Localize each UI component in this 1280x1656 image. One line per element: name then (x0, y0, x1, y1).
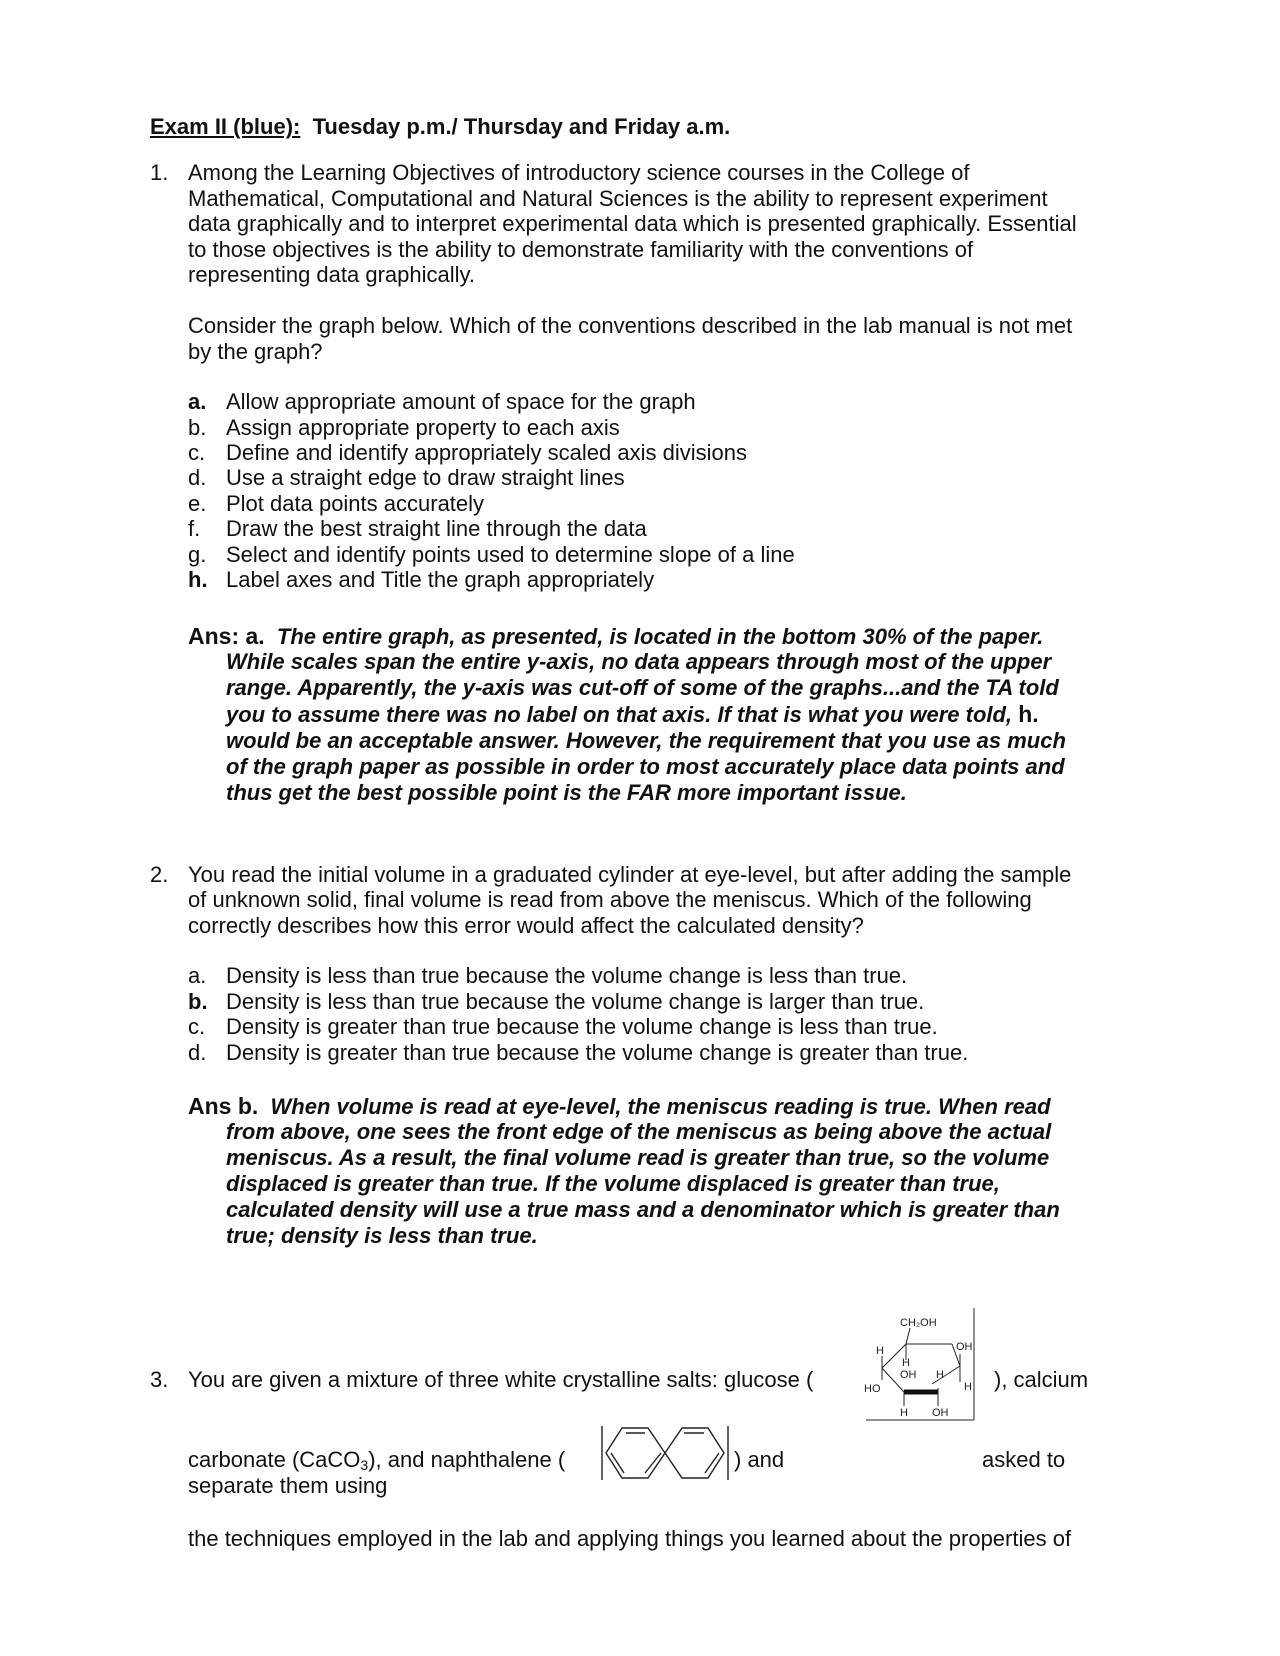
q2-answer-line: calculated density will use a true mass and a denominator which is greater than (226, 1197, 1060, 1222)
q2-answer-line: true; density is less than true. (226, 1223, 538, 1248)
q1-number: 1. (150, 160, 169, 185)
exam-title-rest: Tuesday p.m./ Thursday and Friday a.m. (312, 114, 731, 139)
option-text: Density is greater than true because the volume change is greater than true. (226, 1040, 969, 1065)
q1-answer-line: range. Apparently, the y-axis was cut-off of some of the graphs...and the TA told (226, 675, 1059, 700)
q2-stem-line: correctly describes how this error would affect the calculated density? (188, 913, 864, 938)
q1-stem-line: data graphically and to interpret experimental data which is presented graphically. Essential (188, 211, 1077, 236)
option-letter: e. (188, 491, 207, 516)
option-letter: d. (188, 465, 207, 490)
option-text: Density is less than true because the volume change is less than true. (226, 963, 908, 988)
q2-answer-first-line (188, 1093, 1051, 1120)
q1-stem-line: Mathematical, Computational and Natural Sciences is the ability to represent experiment (188, 186, 1048, 211)
q3-line2-text: ), and naphthalene ( (368, 1447, 566, 1472)
option-letter: c. (188, 440, 206, 465)
glucose-h-label: H (900, 1407, 908, 1419)
option-letter: h. (188, 567, 208, 592)
q1-stem-line: Among the Learning Objectives of introductory science courses in the College of (188, 160, 970, 185)
q1-answer-first-line (188, 623, 1043, 650)
option-text: Use a straight edge to draw straight lines (226, 465, 625, 490)
q3-line2-and: ) and (734, 1447, 785, 1472)
q1-answer-line: thus get the best possible point is the FAR more important issue. (226, 780, 907, 805)
glucose-ho-label: HO (864, 1383, 881, 1395)
option-text: Plot data points accurately (226, 491, 485, 516)
q1-answer-line: While scales span the entire y-axis, no data appears through most of the upper (226, 649, 1052, 674)
q3-line2-end: asked to (982, 1447, 1066, 1472)
q1-answer-line: of the graph paper as possible in order to most accurately place data points and (226, 754, 1065, 779)
q2-stem-line: of unknown solid, final volume is read from above the meniscus. Which of the following (188, 887, 1032, 912)
q3-subscript: 3 (360, 1457, 369, 1473)
option-letter: f. (188, 516, 201, 541)
q1-answer-inline-letter: h. (1018, 701, 1039, 727)
option-letter: a. (188, 389, 207, 414)
q1-answer-label: Ans: a. (188, 623, 265, 649)
q2-number: 2. (150, 862, 169, 887)
glucose-structure-image (860, 1308, 978, 1424)
glucose-oh-label: OH (956, 1341, 973, 1353)
q3-line2-text: carbonate (CaCO (188, 1447, 361, 1472)
option-letter: b. (188, 989, 208, 1014)
option-text: Define and identify appropriately scaled axis divisions (226, 440, 747, 465)
exam-title-underlined: Exam II (blue): (150, 114, 301, 139)
q2-answer-label: Ans b. (188, 1093, 259, 1119)
q2-answer-line: displaced is greater than true. If the volume displaced is greater than true, (226, 1171, 1000, 1196)
option-letter: a. (188, 963, 207, 988)
glucose-ch2oh-label: CH₂OH (900, 1317, 937, 1329)
q3-line2-start (188, 1447, 565, 1473)
q2-answer-text: When volume is read at eye-level, the meniscus reading is true. When read (270, 1094, 1051, 1119)
glucose-h-label: H (936, 1369, 944, 1381)
option-text: Select and identify points used to determine slope of a line (226, 542, 795, 567)
q1-prompt-line: by the graph? (188, 339, 323, 364)
option-text: Density is less than true because the volume change is larger than true. (226, 989, 925, 1014)
q1-prompt-line: Consider the graph below. Which of the conventions described in the lab manual is not met (188, 313, 1073, 338)
glucose-oh-label: OH (932, 1407, 949, 1419)
q2-answer-line: meniscus. As a result, the final volume read is greater than true, so the volume (226, 1145, 1050, 1170)
q3-line4: the techniques employed in the lab and applying things you learned about the properties of (188, 1526, 1072, 1551)
q1-answer-text: you to assume there was no label on that axis. If that is what you were told, (226, 702, 1013, 727)
glucose-h-label: H (964, 1381, 972, 1393)
q2-answer-line: from above, one sees the front edge of the meniscus as being above the actual (226, 1119, 1052, 1144)
option-letter: c. (188, 1014, 206, 1039)
option-letter: d. (188, 1040, 207, 1065)
q1-answer-text: The entire graph, as presented, is located in the bottom 30% of the paper. (276, 624, 1044, 649)
exam-title (150, 114, 730, 140)
q2-stem-line: You read the initial volume in a graduated cylinder at eye-level, but after adding the sample (188, 862, 1072, 887)
q3-line3: separate them using (188, 1473, 388, 1498)
option-text: Draw the best straight line through the data (226, 516, 647, 541)
glucose-h-label: H (902, 1357, 910, 1369)
glucose-oh-label: OH (900, 1369, 917, 1381)
option-text: Allow appropriate amount of space for the graph (226, 389, 696, 414)
naphthalene-structure-image (600, 1418, 730, 1488)
q3-line1-end: ), calcium (994, 1367, 1089, 1392)
option-text: Density is greater than true because the volume change is less than true. (226, 1014, 938, 1039)
q1-answer-line-with-letter (226, 701, 1039, 728)
q1-answer-line: would be an acceptable answer. However, the requirement that you use as much (226, 728, 1066, 753)
option-text: Label axes and Title the graph appropriately (226, 567, 655, 592)
option-text: Assign appropriate property to each axis (226, 415, 620, 440)
option-letter: g. (188, 542, 207, 567)
option-letter: b. (188, 415, 207, 440)
q1-stem-line: to those objectives is the ability to demonstrate familiarity with the conventions of (188, 237, 974, 262)
glucose-h-label: H (876, 1345, 884, 1357)
q3-number: 3. (150, 1367, 169, 1392)
q1-stem-line: representing data graphically. (188, 262, 475, 287)
q3-line1-start: You are given a mixture of three white crystalline salts: glucose ( (188, 1367, 814, 1392)
